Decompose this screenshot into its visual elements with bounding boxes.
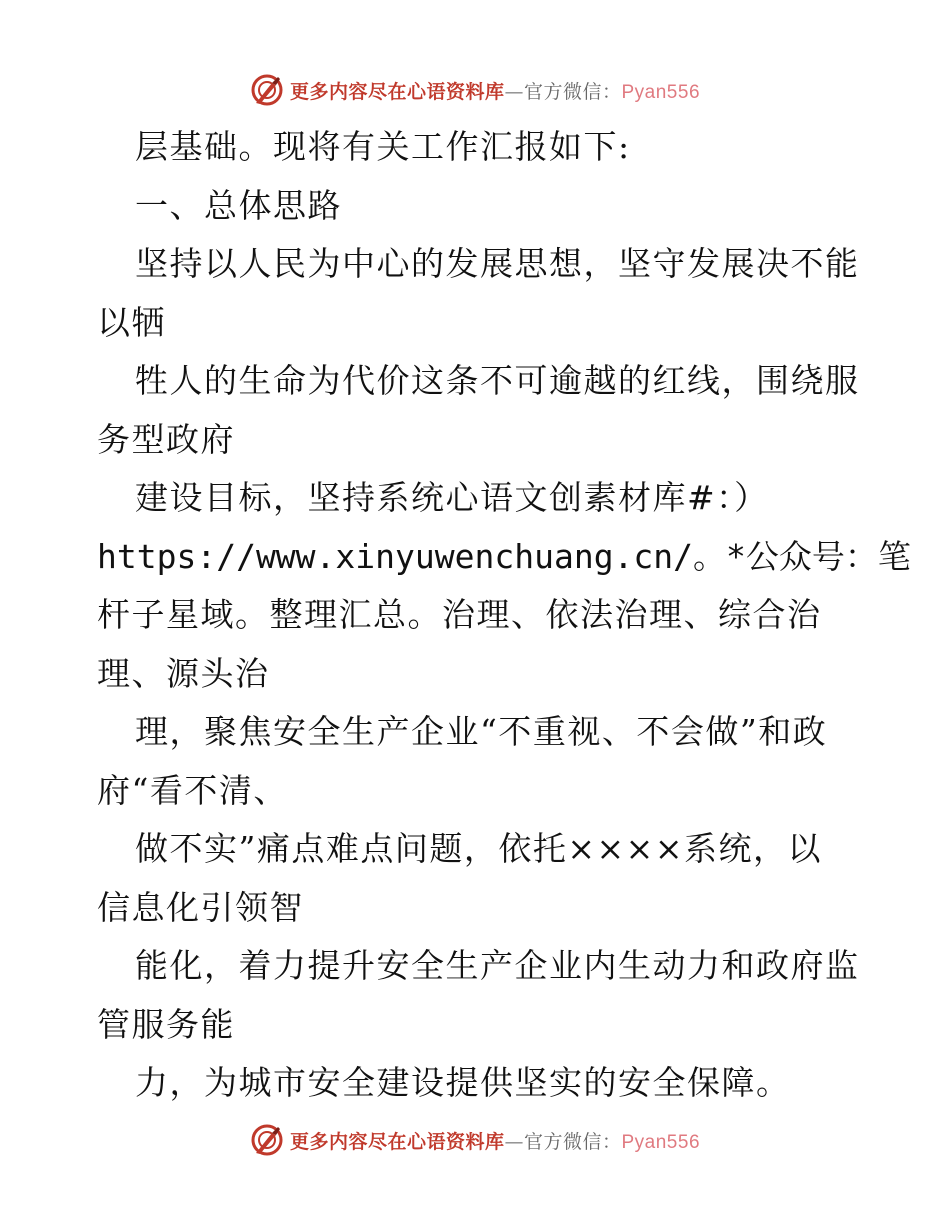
watermark-dash: — (504, 1130, 524, 1153)
text-line: 以牺 (97, 302, 166, 342)
text-line: 力，为城市安全建设提供坚实的安全保障。 (135, 1063, 791, 1102)
watermark-text (290, 77, 700, 104)
text-line: 府“看不清、 (97, 770, 288, 810)
watermark-main: 更多内容尽在心语资料库 (289, 1130, 505, 1153)
text-line: https://www.xinyuwenchuang.cn/。*公众号：笔 (97, 536, 911, 576)
watermark-main: 更多内容尽在心语资料库 (289, 80, 505, 103)
watermark-dash: — (504, 80, 524, 103)
watermark-text (290, 1127, 700, 1154)
watermark-wechat-id: Pyan556 (621, 1131, 701, 1153)
text-line: 务型政府 (97, 419, 235, 459)
watermark-wechat-label: 官方微信： (523, 80, 622, 103)
pen-logo-icon (250, 1123, 284, 1157)
watermark-banner-top (0, 70, 950, 110)
text-line: 理、源头治 (97, 653, 270, 693)
text-line: 做不实”痛点难点问题，依托××××系统，以 (135, 829, 822, 868)
text-line: 坚持以人民为中心的发展思想，坚守发展决不能 (135, 244, 860, 283)
text-line: 杆子星域。整理汇总。治理、依法治理、综合治 (97, 595, 822, 634)
text-line: 牲人的生命为代价这条不可逾越的红线，围绕服 (135, 361, 860, 400)
text-line: 理，聚焦安全生产企业“不重视、不会做”和政 (135, 712, 828, 751)
text-line: 管服务能 (97, 1004, 235, 1044)
document-body (97, 118, 911, 1113)
text-line: 层基础。现将有关工作汇报如下: (135, 127, 631, 166)
text-line: 信息化引领智 (97, 887, 304, 927)
pen-logo-icon (250, 73, 284, 107)
text-line: 建设目标，坚持系统心语文创素材库#：） (135, 478, 769, 517)
watermark-wechat-id: Pyan556 (621, 81, 701, 103)
watermark-wechat-label: 官方微信： (523, 1130, 622, 1153)
text-line: 能化，着力提升安全生产企业内生动力和政府监 (135, 946, 860, 985)
text-line: 一、总体思路 (135, 185, 342, 225)
watermark-banner-bottom (0, 1120, 950, 1160)
